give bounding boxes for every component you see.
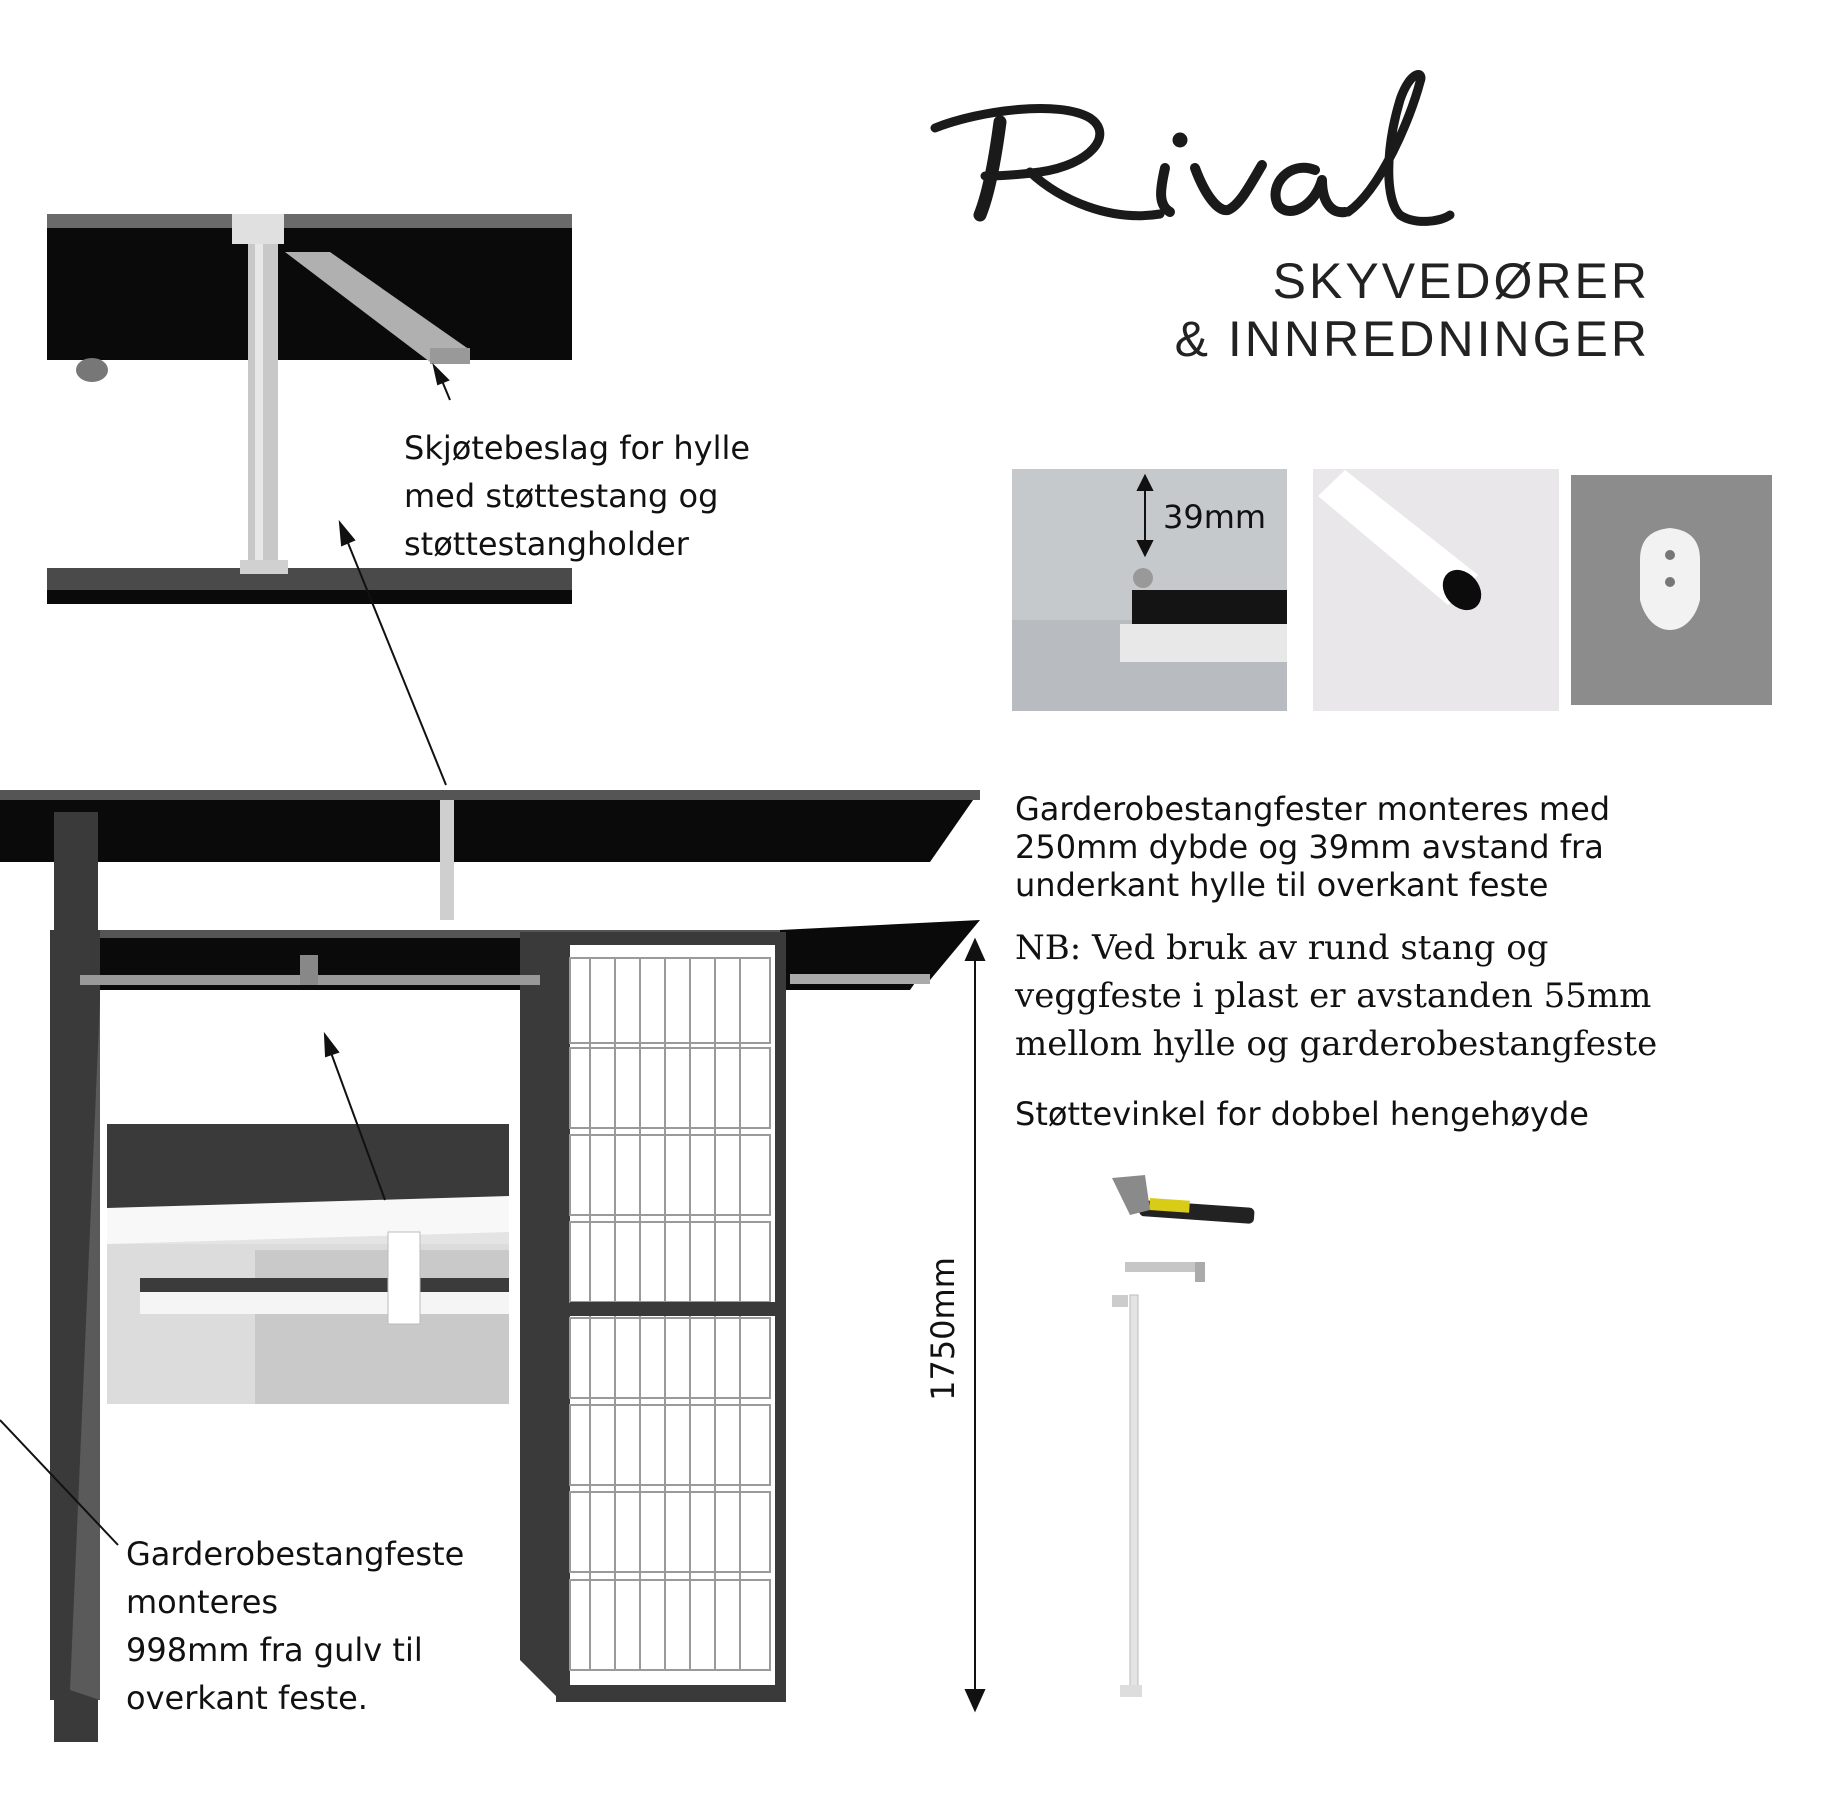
nb-note: [1015, 924, 1657, 1068]
mount-info-line-1: Garderobestangfester monteres med: [1015, 790, 1611, 828]
hammer-icon: [1112, 1175, 1255, 1224]
support-angle-drawing: [1112, 1262, 1205, 1697]
rod-mount-line-2: monteres: [126, 1583, 279, 1621]
rail-closeup-image: [107, 1124, 509, 1404]
support-angle-label: Støttevinkel for dobbel hengehøyde: [1015, 1095, 1589, 1133]
photo-plastic-mount: [1571, 475, 1772, 705]
mount-info-line-3: underkant hylle til overkant feste: [1015, 866, 1549, 904]
bracket-gap-label: 39mm: [1163, 498, 1267, 536]
joint-bracket-label: [404, 424, 750, 568]
brand-line-2: & INNREDNINGER: [1174, 311, 1650, 367]
mount-info: [1015, 790, 1610, 904]
height-dimension-label: 1750mm: [924, 1257, 962, 1401]
nb-note-line-2: veggfeste i plast er avstanden 55mm: [1015, 976, 1652, 1016]
rod-mount-label: [126, 1530, 464, 1722]
mount-info-line-2: 250mm dybde og 39mm avstand fra: [1015, 828, 1604, 866]
nb-note-line-1: NB: Ved bruk av rund stang og: [1015, 928, 1549, 968]
photo-round-rod: [1313, 469, 1559, 711]
brand-line-1: SKYVEDØRER: [1272, 253, 1650, 309]
rod-mount-line-1: Garderobestangfeste: [126, 1535, 465, 1573]
nb-note-line-3: mellom hylle og garderobestangfeste: [1015, 1024, 1658, 1064]
rod-mount-line-3: 998mm fra gulv til: [126, 1631, 423, 1669]
joint-bracket-line-3: støttestangholder: [404, 525, 689, 563]
joint-bracket-line-2: med støttestang og: [404, 477, 719, 515]
rod-mount-line-4: overkant feste.: [126, 1679, 368, 1717]
joint-bracket-line-1: Skjøtebeslag for hylle: [404, 429, 751, 467]
